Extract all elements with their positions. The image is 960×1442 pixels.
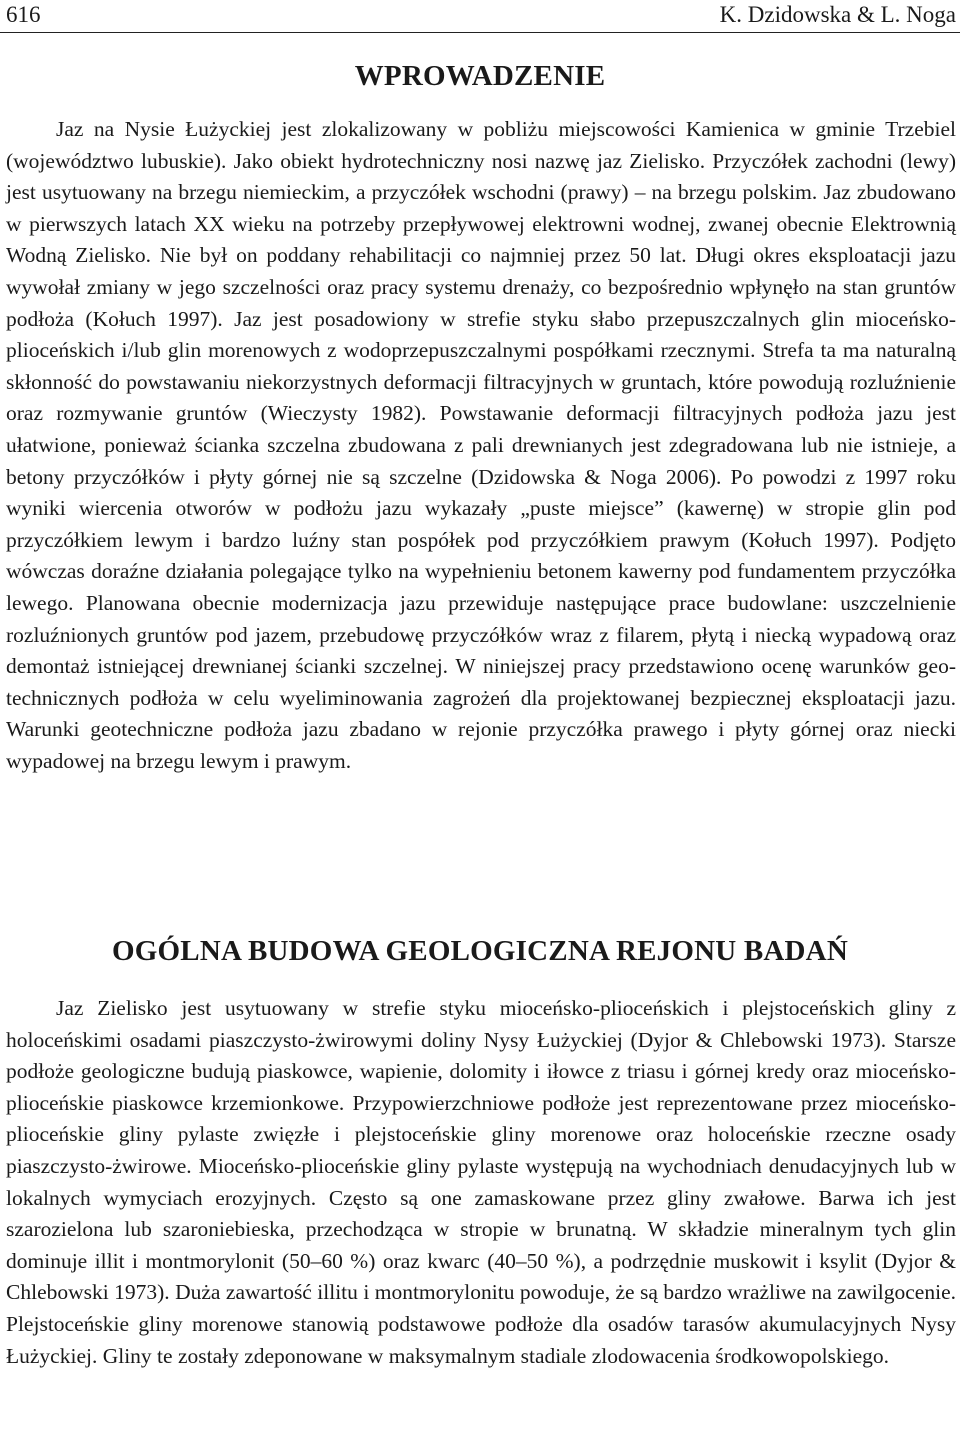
- page-number: 616: [6, 2, 41, 27]
- section-heading-geology: OGÓLNA BUDOWA GEOLOGICZNA REJONU BADAŃ: [112, 935, 848, 967]
- page-header: [0, 0, 960, 33]
- running-head-authors: K. Dzidowska & L. Noga: [719, 2, 956, 27]
- section-heading-introduction: WPROWADZENIE: [354, 60, 606, 92]
- section-body-introduction: Jaz na Nysie Łużyckiej jest zlokalizowany w pobliżu miejscowości Kamienica w gminie Trzebiel (województwo lubuskie). Jako obiekt hydrotechniczny nosi nazwę jaz Zielisko. Przyczółek zachodni (lewy) jest usytuowany na brzegu niemieckim, a przyczółek wschodni (prawy) – na brzegu polskim. Jaz zbudowano w pierwszych latach XX wieku na potrzeby przepływowej elektrowni wodnej, zwanej obecnie Elektrownią Wodną Zielisko. Nie był on poddany rehabilitacji co najmniej przez 50 lat. Długi okres eksploatacji jazu wywołał zmiany w jego szczelności oraz pracy systemu drenaży, co bezpośrednio wpłynęło na stan gruntów podłoża (Kołuch 1997). Jaz jest posadowiony w strefie styku słabo przepuszczalnych glin mioceńsko-plioceńskich i/lub glin morenowych z wodoprzepuszczalnymi pospółkami rzecznymi. Strefa ta ma naturalną skłonność do powstawaniu niekorzystnych deformacji filtracyjnych w gruntach, które powodują rozluźnienie oraz rozmywanie gruntów (Wieczysty 1982). Powstawanie deformacji filtracyjnych podłoża jazu jest ułatwione, ponieważ ścianka szczelna zbudowana z pali drewnianych jest zdegradowana lub nie istnieje, a betony przyczółków i płyty górnej nie są szczelne (Dzidowska & Noga 2006). Po powodzi z 1997 roku wyniki wiercenia otworów w podłożu jazu wykazały „puste miejsce” (kawernę) w stropie glin pod przyczółkiem lewym i bardzo luźny stan pospółek pod przyczółkiem prawym (Kołuch 1997). Podjęto wówczas doraźne działania polegające tylko na wypełnieniu betonem kawerny pod fundamentem przyczółka lewego. Planowana obecnie modernizacja jazu przewiduje następujące prace budowlane: uszczelnienie rozluźnionych gruntów pod jazem, przebudowę przyczółków wraz z filarem, płytą i niecką wypadową oraz demontaż istniejącej drewnianej ścianki szczelnej. W niniejszej pracy przedstawiono ocenę warunków geotechnicznych podłoża w celu wyeliminowania zagrożeń dla projektowanej bezpiecznej eksploatacji jazu. Warunki geotechniczne podłoża jazu zbadano w rejonie przyczółka prawego i płyty górnej oraz niecki wypadowej na brzegu lewym i prawym.: [6, 117, 956, 773]
- section-body-geology: Jaz Zielisko jest usytuowany w strefie styku mioceńsko-plioceńskich i plejstoceńskich gliny z holoceńskimi osadami piaszczysto-żwirowymi doliny Nysy Łużyckiej (Dyjor & Chlebowski 1973). Starsze podłoże geologiczne budują piaskowce, wapienie, dolomity i iłowce z triasu i górnej kredy oraz mioceńsko-plioceńskie piaskowce krzemionkowe. Przypowierzchniowe podłoże jest reprezentowane przez mioceńsko-plioceńskie gliny pylaste zwięzłe i plejstoceńskie gliny morenowe oraz holoceńskie rzeczne osady piaszczysto-żwirowe. Mioceńsko-plioceńskie gliny pylaste występują na wychodniach denudacyjnych lub w lokalnych wymyciach erozyjnych. Często są one zamaskowane przez gliny zwałowe. Barwa ich jest szarozielona lub szaroniebieska, przechodząca w stropie w brunatną. W składzie mineralnym tych glin dominuje illit i montmorylonit (50–60 %) oraz kwarc (40–50 %), a podrzędnie muskowit i ksylit (Dyjor & Chlebowski 1973). Duża zawartość illitu i montmorylonitu powoduje, że są bardzo wrażliwe na zawilgocenie. Plejstoceńskie gliny morenowe stanowią podstawowe podłoże dla osadów tarasów akumulacyjnych Nysy Łużyckiej. Gliny te zostały zdeponowane w maksymalnym stadiale zlodowacenia środkowopolskiego.: [6, 996, 956, 1368]
